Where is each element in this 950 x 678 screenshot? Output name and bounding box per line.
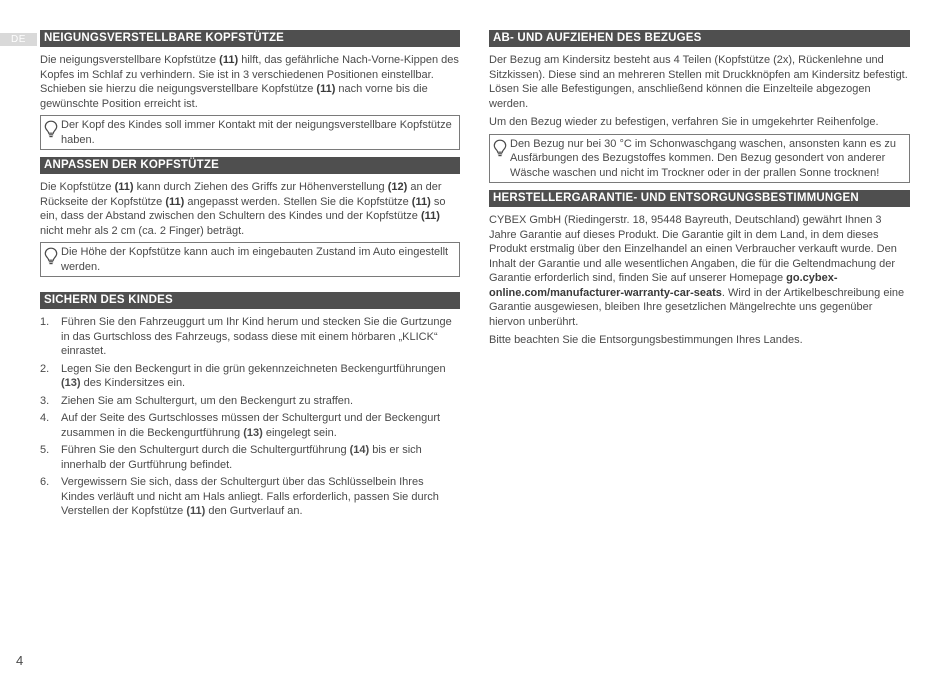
warranty-text: CYBEX GmbH (Riedingerstr. 18, 95448 Bayreuth, Deutschland) gewährt Ihnen 3 Jahre Garantie auf dieses Produkt. Die Garantie gilt in dem Land, in dem dieses Produkt erstmalig über den Einzelhandel an einen Verbraucher verkauft wurde. Den Inhalt der Garantie und alle wesentlichen Angaben, die für die Geltendmachung der Garantie erforderlich sind, finden Sie auf unserer Homepage go.cybex-online.com/manufacturer-warranty-car-seats. Wird in der Artikelbeschreibung eine Garantie ausgewiesen, bleiben Ihre gesetzlichen Mängelrechte uns gegenüber hiervon unberührt. (489, 214, 905, 328)
step-item (40, 362, 460, 391)
adjust-headrest-note (40, 242, 460, 277)
step-item (40, 411, 460, 440)
lightbulb-icon (493, 139, 507, 157)
reference-number: (11) (114, 181, 134, 193)
tilt-headrest-text: Die neigungsverstellbare Kopfstütze (11) hilft, das gefährliche Nach-Vorne-Kippen des Kopfes im Schlaf zu verhindern. Sie ist in 3 verschiedenen Positionen einstellbar. Schieben sie hierzu die neigungsverstellbare Kopfstütze (11) nach vorne bis die gewünschte Position erreicht ist. (40, 54, 459, 110)
reference-number: (14) (349, 444, 370, 456)
left-column (40, 30, 460, 522)
reference-number: (13) (243, 426, 263, 439)
step-item (40, 315, 460, 359)
note-text: Den Bezug nur bei 30 °C im Schonwaschgang waschen, ansonsten kann es zu Ausfärbungen des Bezugstoffes kommen. Den Bezug gesondert von anderer Wäsche waschen und nicht im Trockner oder in der prallen Sonne trocknen! (510, 137, 896, 179)
reference-number: (11) (165, 195, 185, 208)
language-tab: DE (0, 33, 37, 46)
step-text: Vergewissern Sie sich, dass der Schultergurt über das Schlüsselbein Ihres Kindes verläuft und nicht am Hals anliegt. Falls erforderlich, passen Sie durch Verstellen der Kopfstütze (11) den Gurtverlauf an. (61, 476, 439, 517)
reference-number: (11) (316, 83, 336, 95)
step-text: Legen Sie den Beckengurt in die grün gekennzeichneten Beckengurtführungen (13) des Kindersitzes ein. (61, 362, 446, 389)
reference-number: (11) (219, 54, 239, 66)
cover-wash-note (489, 134, 910, 184)
step-number: 5. (40, 444, 50, 456)
cover-text-1: Der Bezug am Kindersitz besteht aus 4 Teilen (Kopfstütze (2x), Rückenlehne und Sitzkissen). Diese sind an mehreren Stellen mit Druckknöpfen am Kindersitz befestigt. Lösen Sie alle Befestigungen, anschließend können die Einzelteile abgezogen werden. (489, 54, 908, 110)
lightbulb-icon (44, 120, 58, 138)
cover-text-2: Um den Bezug wieder zu befestigen, verfahren Sie in umgekehrter Reihenfolge. (489, 116, 879, 128)
disposal-text: Bitte beachten Sie die Entsorgungsbestimmungen Ihres Landes. (489, 334, 803, 346)
step-text: Auf der Seite des Gurtschlosses müssen der Schultergurt und der Beckengurt zusammen in die Beckengurtführung (13) eingelegt sein. (61, 412, 441, 439)
section-heading-secure-child: SICHERN DES KINDES (40, 292, 460, 309)
section-heading-warranty: HERSTELLERGARANTIE- UND ENTSORGUNGSBESTIMMUNGEN (489, 190, 910, 207)
step-item (40, 443, 460, 472)
step-number: 1. (40, 316, 50, 328)
note-text: Die Höhe der Kopfstütze kann auch im eingebauten Zustand im Auto eingestellt werden. (61, 246, 449, 273)
step-item (40, 475, 460, 519)
adjust-headrest-text: Die Kopfstütze (11) kann durch Ziehen des Griffs zur Höhenverstellung (12) an der Rückseite der Kopfstütze (11) angepasst werden. Stellen Sie die Kopfstütze (11) so ein, dass der Abstand zwischen den Schultern des Kindes und der Kopfstütze (11) nicht mehr als 2 cm (ca. 2 Finger) beträgt. (40, 181, 446, 237)
step-number: 2. (40, 362, 50, 375)
secure-child-steps (40, 315, 460, 519)
step-number: 3. (40, 394, 50, 407)
right-column (489, 30, 910, 352)
reference-number: go.cybex-online.com/manufacturer-warranty-car-seats (489, 272, 838, 299)
step-text: Ziehen Sie am Schultergurt, um den Beckengurt zu straffen. (61, 394, 354, 407)
step-text: Führen Sie den Fahrzeuggurt um Ihr Kind herum und stecken Sie die Gurtzunge in das Gurtschloss des Fahrzeugs, sodass diese mit einem hörbaren „KLICK“ einrastet. (61, 316, 452, 357)
section-heading-cover: AB- UND AUFZIEHEN DES BEZUGES (489, 30, 910, 47)
note-text: Der Kopf des Kindes soll immer Kontakt mit der neigungsverstellbare Kopfstütze haben. (61, 119, 452, 146)
step-item (40, 394, 460, 409)
tilt-headrest-note (40, 115, 460, 150)
lightbulb-icon (44, 247, 58, 265)
step-number: 6. (40, 476, 50, 488)
reference-number: (11) (420, 210, 440, 222)
reference-number: (11) (411, 195, 431, 208)
step-number: 4. (40, 412, 50, 424)
reference-number: (13) (61, 377, 81, 389)
section-heading-tilt-headrest: NEIGUNGSVERSTELLBARE KOPFSTÜTZE (40, 30, 460, 47)
reference-number: (11) (186, 505, 206, 517)
section-heading-adjust-headrest: ANPASSEN DER KOPFSTÜTZE (40, 157, 460, 174)
page-number: 4 (16, 653, 24, 668)
reference-number: (12) (387, 181, 408, 193)
step-text: Führen Sie den Schultergurt durch die Schultergurtführung (14) bis er sich innerhalb der Gurtführung befindet. (61, 444, 422, 471)
